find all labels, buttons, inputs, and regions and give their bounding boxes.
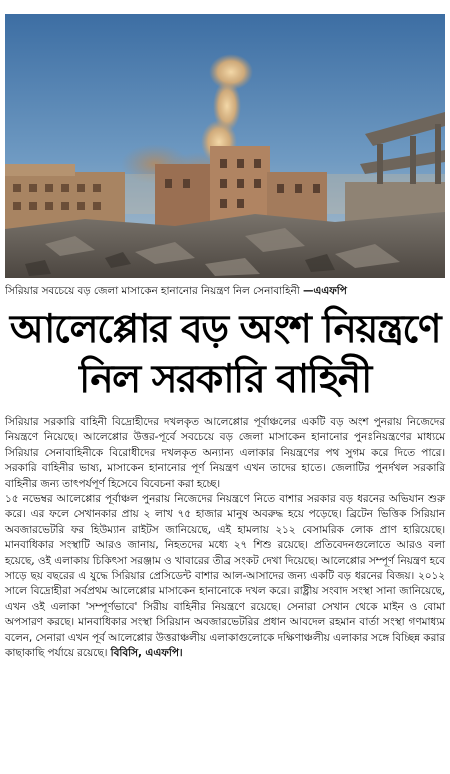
photo-caption — [5, 283, 445, 299]
headline-line-2: নিল সরকারি বাহিনী — [79, 357, 371, 402]
news-photo — [5, 14, 445, 278]
article-paragraph-1: সিরিয়ার সরকারি বাহিনী বিদ্রোহীদের দখলকৃত আলেপ্পোর পূর্বাঞ্চলের একটি বড় অংশ পুনরায় নিজেদের নিয়ন্ত্রণে নিয়েছে। আলেপ্পোর উত্তর-পূর্বে সবচেয়ে বড় জেলা মাসাকেন হানানোর পুনঃনিয়ন্ত্রণের মাধ্যমে সিরিয়ার সেনাবাহিনীকে বিরোধীদের দখলকৃত অন্যান্য এলাকার নিয়ন্ত্রণের পথ সুগম করে দিতে পারে। সরকারি বাহিনীর ভাষ্য, মাসাকেন হানানোর পূর্ণ নিয়ন্ত্রণ এখন তাদের হাতে। জেলাটির পুনর্দখল সরকারি বাহিনীর জন্য তাৎপর্যপূর্ণ হিসেবে বিবেচনা করা হচ্ছে। — [5, 416, 445, 490]
headline-line-1: আলেপ্পোর বড় অংশ নিয়ন্ত্রণে — [9, 307, 441, 352]
headline — [0, 305, 450, 405]
article-paragraph-2 — [5, 492, 445, 661]
caption-credit: —এএফপি — [302, 285, 347, 297]
article-source: বিবিসি, এএফপি। — [110, 647, 183, 660]
caption-text: সিরিয়ার সবচেয়ে বড় জেলা মাসাকেন হানানোর নিয়ন্ত্রণ নিল সেনাবাহিনী — [5, 285, 300, 297]
smoke-over-damaged-buildings-image — [5, 14, 445, 278]
article-paragraph-2-text: ১৫ নভেম্বর আলেপ্পোর পূর্বাঞ্চল পুনরায় নিজেদের নিয়ন্ত্রণে নিতে বাশার সরকার বড় ধরনের অভিযান শুরু করে। এর ফলে সেখানকার প্রায় ২ লাখ ৭৫ হাজার মানুষ অবরুদ্ধ হয়ে পড়েছে। ব্রিটেন ভিত্তিক সিরিয়ান অবজারভেটরি ফর হিউম্যান রাইটস জানিয়েছে, এই হামলায় ২১২ বেসামরিক লোক প্রাণ হারিয়েছে। মানবাধিকার সংস্থাটি আরও জানায়, নিহতদের মধ্যে ২৭ শিশু রয়েছে। প্রতিবেদনগুলোতে আরও বলা হয়েছে, ওই এলাকায় চিকিৎসা সরঞ্জাম ও খাবারের তীব্র সংকট দেখা দিয়েছে। আলেপ্পোর সম্পূর্ণ নিয়ন্ত্রণ হবে সাড়ে ছয় বছরের এ যুদ্ধে সিরিয়ার প্রেসিডেন্ট বাশার আল-আসাদের জন্য একটি বড় ধরনের বিজয়। ২০১২ সালে বিদ্রোহীরা সর্বপ্রথম আলেপ্পোর মাসাকেন হানানোকে দখল করে। রাষ্ট্রীয় সংবাদ সংস্থা সানা জানিয়েছে, এখন ওই এলাকা 'সম্পূর্ণভাবে' সিরীয় বাহিনীর নিয়ন্ত্রণে রয়েছে। সেনারা সেখান থেকে মাইন ও বোমা অপসারণ করছে। মানবাধিকার সংস্থা সিরিয়ান অবজারভেটরির প্রধান আবদেল রহমান বার্তা সংস্থা গণমাধ্যম বলেন, সেনারা এখন পূর্ব আলেপ্পোর উত্তরাঞ্চলীয় এলাকাগুলোকে দক্ষিণাঞ্চলীয় এলাকার সঙ্গে বিচ্ছিন্ন করার কাছাকাছি পর্যায়ে রয়েছে। — [5, 493, 445, 660]
article-body — [5, 415, 445, 662]
